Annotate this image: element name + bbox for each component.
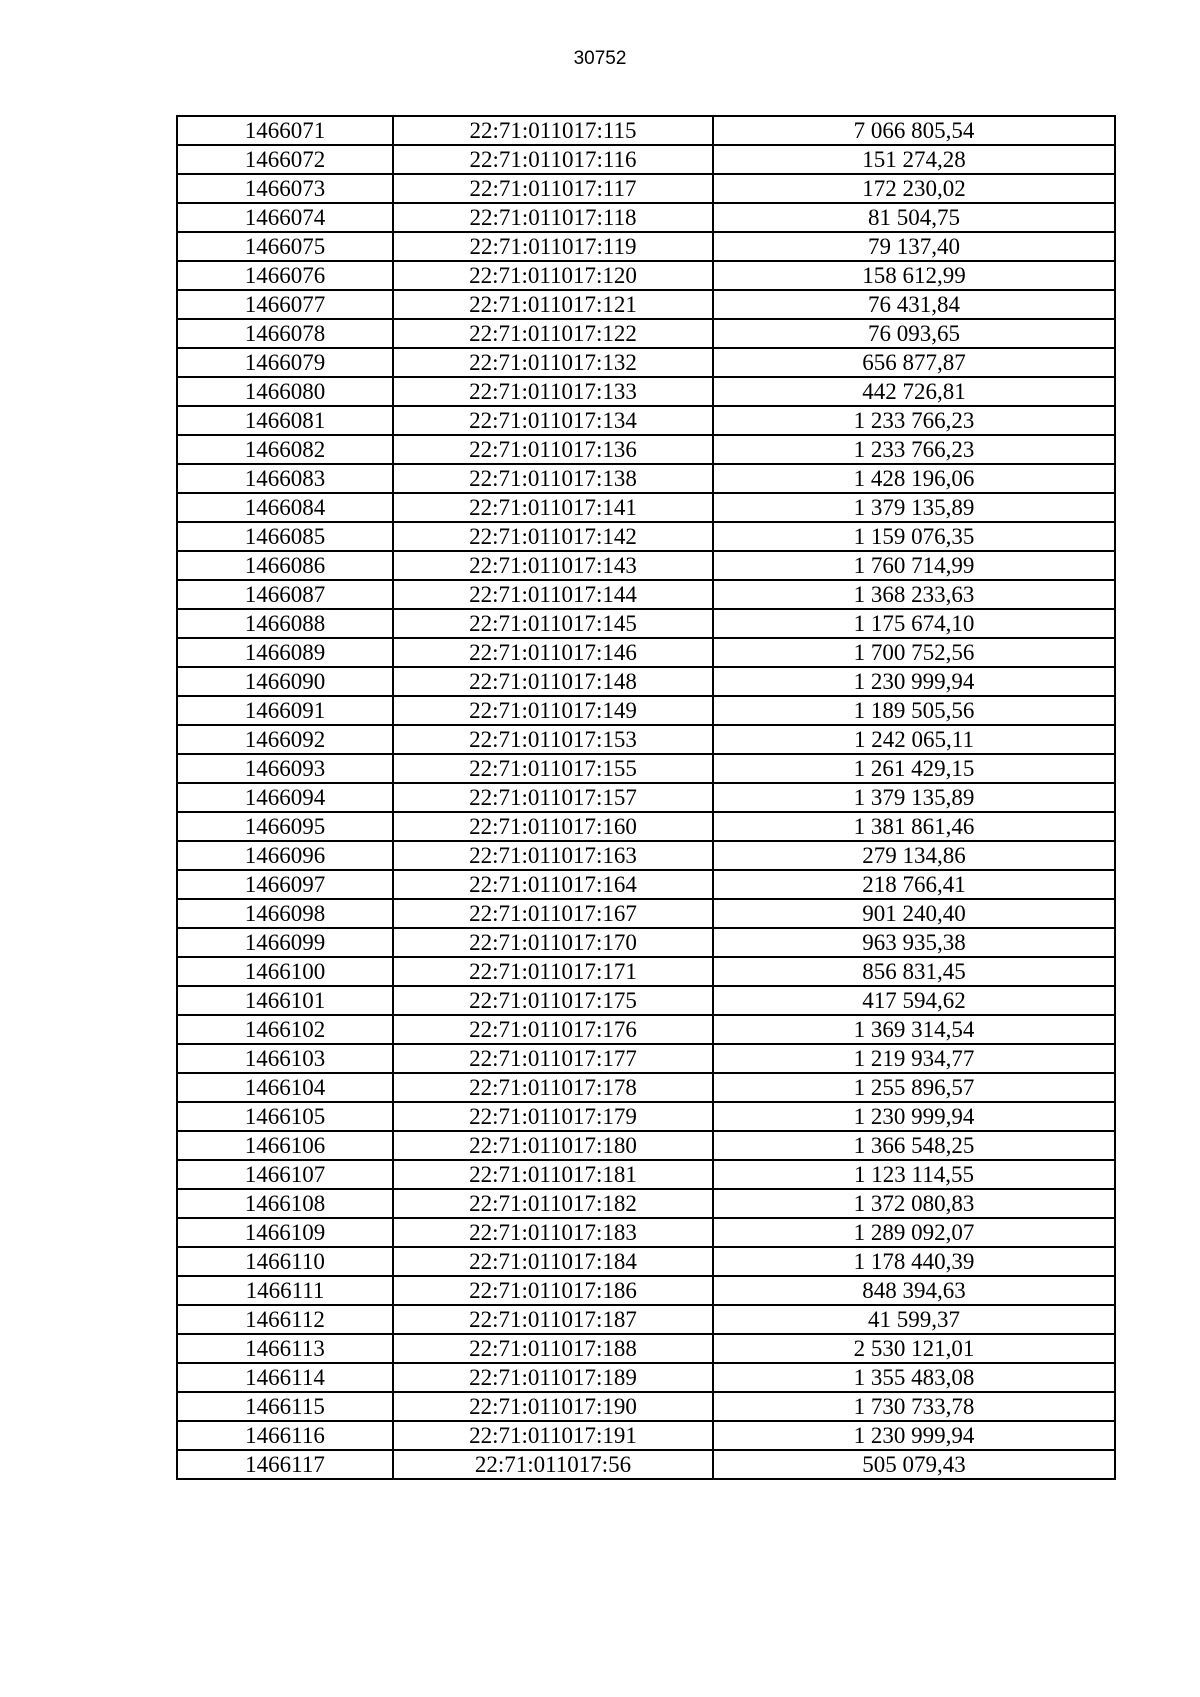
row-number-cell: 1466075 — [177, 232, 393, 261]
cadastral-number-cell: 22:71:011017:136 — [393, 435, 713, 464]
table-row — [177, 1421, 1115, 1450]
cadastral-number-cell: 22:71:011017:186 — [393, 1276, 713, 1305]
table-row — [177, 754, 1115, 783]
table-row — [177, 667, 1115, 696]
row-number-cell: 1466090 — [177, 667, 393, 696]
cadastral-number-cell: 22:71:011017:115 — [393, 116, 713, 145]
table-row — [177, 580, 1115, 609]
table-row — [177, 1131, 1115, 1160]
cadastral-number-cell: 22:71:011017:188 — [393, 1334, 713, 1363]
table-row — [177, 174, 1115, 203]
cadastral-number-cell: 22:71:011017:117 — [393, 174, 713, 203]
cadastral-value-cell: 1 379 135,89 — [713, 783, 1115, 812]
cadastral-value-cell: 2 530 121,01 — [713, 1334, 1115, 1363]
cadastral-number-cell: 22:71:011017:180 — [393, 1131, 713, 1160]
cadastral-number-cell: 22:71:011017:175 — [393, 986, 713, 1015]
row-number-cell: 1466109 — [177, 1218, 393, 1247]
cadastral-number-cell: 22:71:011017:122 — [393, 319, 713, 348]
row-number-cell: 1466115 — [177, 1392, 393, 1421]
cadastral-value-cell: 79 137,40 — [713, 232, 1115, 261]
cadastral-value-cell: 963 935,38 — [713, 928, 1115, 957]
table-row — [177, 1305, 1115, 1334]
row-number-cell: 1466101 — [177, 986, 393, 1015]
row-number-cell: 1466104 — [177, 1073, 393, 1102]
table-row — [177, 232, 1115, 261]
cadastral-value-cell: 1 219 934,77 — [713, 1044, 1115, 1073]
table-row — [177, 928, 1115, 957]
table-row — [177, 203, 1115, 232]
row-number-cell: 1466100 — [177, 957, 393, 986]
table-row — [177, 145, 1115, 174]
cadastral-value-cell: 442 726,81 — [713, 377, 1115, 406]
table-row — [177, 696, 1115, 725]
table-row — [177, 1189, 1115, 1218]
row-number-cell: 1466113 — [177, 1334, 393, 1363]
cadastral-value-cell: 1 159 076,35 — [713, 522, 1115, 551]
cadastral-number-cell: 22:71:011017:142 — [393, 522, 713, 551]
table-row — [177, 957, 1115, 986]
cadastral-value-cell: 1 381 861,46 — [713, 812, 1115, 841]
cadastral-number-cell: 22:71:011017:181 — [393, 1160, 713, 1189]
cadastral-number-cell: 22:71:011017:163 — [393, 841, 713, 870]
cadastral-number-cell: 22:71:011017:143 — [393, 551, 713, 580]
cadastral-number-cell: 22:71:011017:153 — [393, 725, 713, 754]
cadastral-number-cell: 22:71:011017:190 — [393, 1392, 713, 1421]
cadastral-number-cell: 22:71:011017:191 — [393, 1421, 713, 1450]
cadastral-number-cell: 22:71:011017:184 — [393, 1247, 713, 1276]
cadastral-number-cell: 22:71:011017:164 — [393, 870, 713, 899]
row-number-cell: 1466076 — [177, 261, 393, 290]
cadastral-value-cell: 1 700 752,56 — [713, 638, 1115, 667]
table-row — [177, 1073, 1115, 1102]
cadastral-number-cell: 22:71:011017:170 — [393, 928, 713, 957]
row-number-cell: 1466099 — [177, 928, 393, 957]
row-number-cell: 1466088 — [177, 609, 393, 638]
table-row — [177, 1218, 1115, 1247]
table-row — [177, 638, 1115, 667]
cadastral-number-cell: 22:71:011017:121 — [393, 290, 713, 319]
cadastral-number-cell: 22:71:011017:145 — [393, 609, 713, 638]
cadastral-number-cell: 22:71:011017:138 — [393, 464, 713, 493]
row-number-cell: 1466086 — [177, 551, 393, 580]
cadastral-value-cell: 76 093,65 — [713, 319, 1115, 348]
cadastral-value-cell: 1 730 733,78 — [713, 1392, 1115, 1421]
row-number-cell: 1466072 — [177, 145, 393, 174]
cadastral-value-cell: 1 178 440,39 — [713, 1247, 1115, 1276]
cadastral-value-cell: 1 233 766,23 — [713, 406, 1115, 435]
cadastral-value-cell: 1 230 999,94 — [713, 667, 1115, 696]
row-number-cell: 1466097 — [177, 870, 393, 899]
cadastral-number-cell: 22:71:011017:148 — [393, 667, 713, 696]
row-number-cell: 1466093 — [177, 754, 393, 783]
row-number-cell: 1466114 — [177, 1363, 393, 1392]
cadastral-number-cell: 22:71:011017:189 — [393, 1363, 713, 1392]
row-number-cell: 1466091 — [177, 696, 393, 725]
cadastral-value-cell: 279 134,86 — [713, 841, 1115, 870]
row-number-cell: 1466103 — [177, 1044, 393, 1073]
cadastral-value-cell: 1 230 999,94 — [713, 1102, 1115, 1131]
cadastral-number-cell: 22:71:011017:119 — [393, 232, 713, 261]
table-body — [177, 116, 1115, 1479]
row-number-cell: 1466085 — [177, 522, 393, 551]
table-row — [177, 1102, 1115, 1131]
cadastral-number-cell: 22:71:011017:171 — [393, 957, 713, 986]
cadastral-value-cell: 1 233 766,23 — [713, 435, 1115, 464]
table-row — [177, 319, 1115, 348]
table-row — [177, 1392, 1115, 1421]
table-row — [177, 1160, 1115, 1189]
cadastral-value-cell: 505 079,43 — [713, 1450, 1115, 1479]
row-number-cell: 1466083 — [177, 464, 393, 493]
table-row — [177, 1044, 1115, 1073]
cadastral-number-cell: 22:71:011017:179 — [393, 1102, 713, 1131]
table-row — [177, 435, 1115, 464]
cadastral-value-cell: 1 255 896,57 — [713, 1073, 1115, 1102]
page-number: 30752 — [573, 48, 627, 69]
table-row — [177, 899, 1115, 928]
row-number-cell: 1466094 — [177, 783, 393, 812]
cadastral-number-cell: 22:71:011017:118 — [393, 203, 713, 232]
cadastral-value-cell: 1 369 314,54 — [713, 1015, 1115, 1044]
row-number-cell: 1466077 — [177, 290, 393, 319]
table-row — [177, 1363, 1115, 1392]
table-row — [177, 522, 1115, 551]
cadastral-number-cell: 22:71:011017:141 — [393, 493, 713, 522]
cadastral-value-cell: 856 831,45 — [713, 957, 1115, 986]
cadastral-number-cell: 22:71:011017:146 — [393, 638, 713, 667]
cadastral-value-cell: 1 366 548,25 — [713, 1131, 1115, 1160]
table-row — [177, 1015, 1115, 1044]
row-number-cell: 1466074 — [177, 203, 393, 232]
cadastral-value-cell: 1 242 065,11 — [713, 725, 1115, 754]
row-number-cell: 1466079 — [177, 348, 393, 377]
cadastral-value-cell: 1 175 674,10 — [713, 609, 1115, 638]
cadastral-value-cell: 151 274,28 — [713, 145, 1115, 174]
table-row — [177, 870, 1115, 899]
table-row — [177, 1334, 1115, 1363]
cadastral-value-cell: 1 289 092,07 — [713, 1218, 1115, 1247]
table-row — [177, 609, 1115, 638]
row-number-cell: 1466111 — [177, 1276, 393, 1305]
row-number-cell: 1466107 — [177, 1160, 393, 1189]
cadastral-number-cell: 22:71:011017:56 — [393, 1450, 713, 1479]
table-row — [177, 261, 1115, 290]
cadastral-value-cell: 1 123 114,55 — [713, 1160, 1115, 1189]
cadastral-number-cell: 22:71:011017:176 — [393, 1015, 713, 1044]
row-number-cell: 1466112 — [177, 1305, 393, 1334]
cadastral-number-cell: 22:71:011017:134 — [393, 406, 713, 435]
cadastral-value-cell: 1 261 429,15 — [713, 754, 1115, 783]
row-number-cell: 1466081 — [177, 406, 393, 435]
row-number-cell: 1466096 — [177, 841, 393, 870]
row-number-cell: 1466092 — [177, 725, 393, 754]
cadastral-value-cell: 7 066 805,54 — [713, 116, 1115, 145]
cadastral-number-cell: 22:71:011017:182 — [393, 1189, 713, 1218]
row-number-cell: 1466095 — [177, 812, 393, 841]
cadastral-number-cell: 22:71:011017:178 — [393, 1073, 713, 1102]
cadastral-number-cell: 22:71:011017:157 — [393, 783, 713, 812]
row-number-cell: 1466080 — [177, 377, 393, 406]
cadastral-number-cell: 22:71:011017:167 — [393, 899, 713, 928]
table-row — [177, 377, 1115, 406]
cadastral-value-cell: 158 612,99 — [713, 261, 1115, 290]
table-row — [177, 116, 1115, 145]
cadastral-number-cell: 22:71:011017:160 — [393, 812, 713, 841]
cadastral-number-cell: 22:71:011017:155 — [393, 754, 713, 783]
table-row — [177, 290, 1115, 319]
row-number-cell: 1466105 — [177, 1102, 393, 1131]
cadastral-value-cell: 848 394,63 — [713, 1276, 1115, 1305]
cadastral-value-cell: 41 599,37 — [713, 1305, 1115, 1334]
row-number-cell: 1466116 — [177, 1421, 393, 1450]
cadastral-value-cell: 1 428 196,06 — [713, 464, 1115, 493]
row-number-cell: 1466117 — [177, 1450, 393, 1479]
table-row — [177, 1450, 1115, 1479]
table-row — [177, 406, 1115, 435]
table-row — [177, 841, 1115, 870]
cadastral-value-cell: 1 189 505,56 — [713, 696, 1115, 725]
table-row — [177, 783, 1115, 812]
cadastral-value-cell: 1 379 135,89 — [713, 493, 1115, 522]
cadastral-value-cell: 417 594,62 — [713, 986, 1115, 1015]
cadastral-value-cell: 1 372 080,83 — [713, 1189, 1115, 1218]
cadastral-number-cell: 22:71:011017:149 — [393, 696, 713, 725]
row-number-cell: 1466073 — [177, 174, 393, 203]
cadastral-number-cell: 22:71:011017:183 — [393, 1218, 713, 1247]
cadastral-value-cell: 1 760 714,99 — [713, 551, 1115, 580]
cadastral-value-cell: 76 431,84 — [713, 290, 1115, 319]
row-number-cell: 1466102 — [177, 1015, 393, 1044]
table-row — [177, 493, 1115, 522]
table-row — [177, 986, 1115, 1015]
row-number-cell: 1466082 — [177, 435, 393, 464]
cadastral-value-table — [176, 115, 1116, 1480]
cadastral-value-cell: 656 877,87 — [713, 348, 1115, 377]
cadastral-number-cell: 22:71:011017:144 — [393, 580, 713, 609]
row-number-cell: 1466098 — [177, 899, 393, 928]
cadastral-value-cell: 1 368 233,63 — [713, 580, 1115, 609]
table-row — [177, 464, 1115, 493]
cadastral-number-cell: 22:71:011017:132 — [393, 348, 713, 377]
cadastral-value-cell: 901 240,40 — [713, 899, 1115, 928]
table-row — [177, 725, 1115, 754]
cadastral-number-cell: 22:71:011017:133 — [393, 377, 713, 406]
table-row — [177, 551, 1115, 580]
cadastral-value-cell: 218 766,41 — [713, 870, 1115, 899]
row-number-cell: 1466087 — [177, 580, 393, 609]
cadastral-number-cell: 22:71:011017:120 — [393, 261, 713, 290]
table-row — [177, 1247, 1115, 1276]
row-number-cell: 1466089 — [177, 638, 393, 667]
cadastral-value-cell: 81 504,75 — [713, 203, 1115, 232]
row-number-cell: 1466110 — [177, 1247, 393, 1276]
cadastral-number-cell: 22:71:011017:116 — [393, 145, 713, 174]
row-number-cell: 1466106 — [177, 1131, 393, 1160]
cadastral-value-cell: 172 230,02 — [713, 174, 1115, 203]
cadastral-value-cell: 1 230 999,94 — [713, 1421, 1115, 1450]
table-row — [177, 348, 1115, 377]
cadastral-value-cell: 1 355 483,08 — [713, 1363, 1115, 1392]
cadastral-number-cell: 22:71:011017:177 — [393, 1044, 713, 1073]
row-number-cell: 1466071 — [177, 116, 393, 145]
table-row — [177, 812, 1115, 841]
table-row — [177, 1276, 1115, 1305]
row-number-cell: 1466108 — [177, 1189, 393, 1218]
row-number-cell: 1466084 — [177, 493, 393, 522]
row-number-cell: 1466078 — [177, 319, 393, 348]
cadastral-number-cell: 22:71:011017:187 — [393, 1305, 713, 1334]
